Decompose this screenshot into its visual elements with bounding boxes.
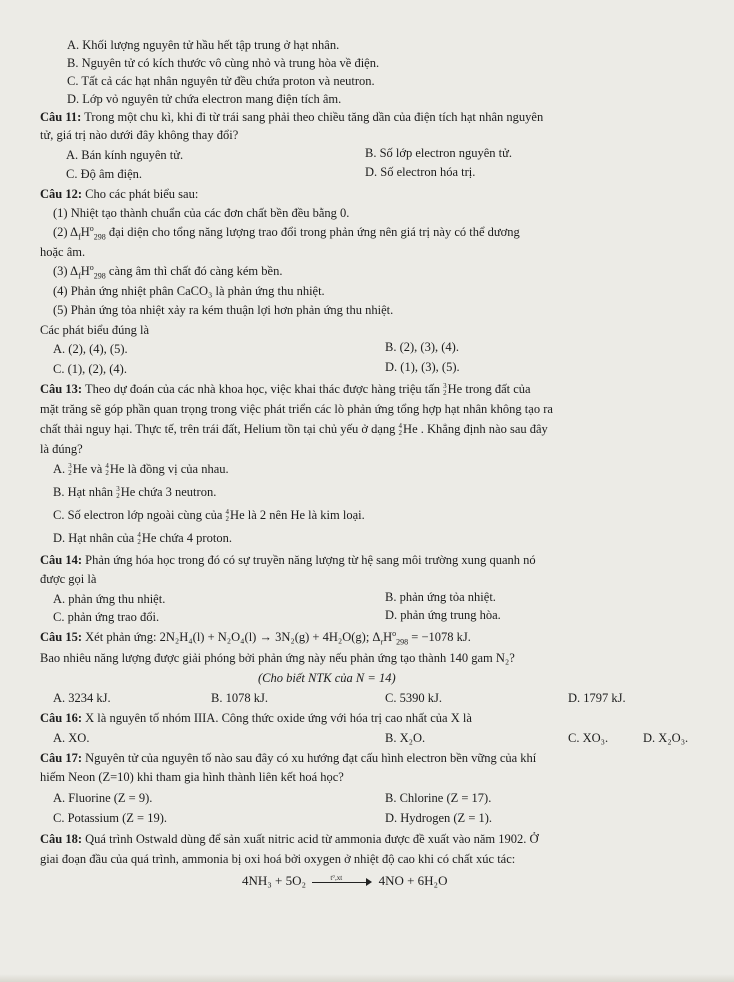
q14-line2: được gọi là <box>40 572 97 586</box>
q13-line2: mặt trăng sẽ góp phần quan trọng trong việc phát triển các lò phản ứng tổng hợp hạt nhân không tạo ra <box>40 402 553 416</box>
q17-line1: Câu 17: Nguyên tử của nguyên tố nào sau đây có xu hướng đạt cấu hình electron bền vững của khí <box>40 751 537 765</box>
he3-isotope: 3 2 <box>68 462 72 478</box>
q16-option-a: A. XO. <box>53 731 90 745</box>
q12-ask: Các phát biểu đúng là <box>40 323 149 337</box>
q15-reaction: 2N₂H₄(l) + N₂O₄(l) → 3N₂(g) + 4H₂O(g); <box>159 630 370 644</box>
q18-line2: giai đoạn đầu của quá trình, ammonia bị oxi hoá bởi oxygen ở nhiệt độ cao khi có chất xúc tác: <box>40 852 516 866</box>
q12-statement-3: (3) $\Delta_fH^o_{298}$ càng âm thì chất đó càng kém bền. <box>53 262 283 281</box>
q12-option-c: C. (1), (2), (4). <box>53 362 127 376</box>
q16-option-b: B. X₂O. <box>385 731 426 745</box>
he4-isotope: 4 2 <box>225 508 230 524</box>
q13-label: Câu 13: <box>40 382 83 396</box>
q15-label: Câu 15: <box>40 630 83 644</box>
q15-note: (Cho biết NTK của N = 14) <box>258 671 396 685</box>
q14-label: Câu 14: <box>40 553 83 567</box>
q13-line4: là đúng? <box>40 442 83 456</box>
q11-line2: tử, giá trị nào dưới đây không thay đổi? <box>40 128 239 142</box>
reaction-arrow-icon <box>312 874 372 887</box>
q10-option-d: D. Lớp vỏ nguyên tử chứa electron mang điện tích âm. <box>67 92 342 106</box>
q18-line1: Câu 18: Quá trình Ostwald dùng để sản xuất nitric acid từ ammonia được đề xuất vào năm 1902. Ở <box>40 832 539 846</box>
q18-label: Câu 18: <box>40 832 83 846</box>
q12-statement-2: (2) $\Delta_fH^o_{298}$ đại diện cho tổng năng lượng trao đổi trong phản ứng nên giá trị này có thể dương <box>53 223 520 242</box>
q18-equation <box>242 873 447 889</box>
he4-isotope: 4 2 <box>105 462 109 478</box>
q17-option-b: B. Chlorine (Z = 17). <box>385 791 492 805</box>
q18-equation-conditions: t°,xt <box>330 874 343 883</box>
q15-option-d: D. 1797 kJ. <box>568 691 626 705</box>
q11-option-b: B. Số lớp electron nguyên tử. <box>365 146 513 160</box>
q15-line1: Câu 15: Xét phản ứng: 2N₂H₄(l) + N₂O₄(l) → 3N₂(g) + 4H₂O(g); $\Delta_rH^o_{298} = -1078$ kJ. <box>40 628 471 647</box>
q14-option-c: C. phản ứng trao đổi. <box>53 610 160 624</box>
q13-option-a: A. 3 2 He và 4 2 He là đồng vị của nhau. <box>53 462 229 478</box>
q16-option-d: D. X₂O₃. <box>643 731 689 745</box>
delta-f-h-symbol: $\Delta_fH^o_{298}$ <box>70 262 106 281</box>
q12-option-a: A. (2), (4), (5). <box>53 342 128 356</box>
q12-option-d: D. (1), (3), (5). <box>385 360 460 374</box>
q13-line1: Câu 13: Theo dự đoán của các nhà khoa học, việc khai thác được hàng triệu tấn 3 2 He trong đất của <box>40 382 531 398</box>
q15-option-c: C. 5390 kJ. <box>385 691 442 705</box>
q16-label: Câu 16: <box>40 711 83 725</box>
he4-isotope: 4 2 <box>398 422 403 438</box>
q11-option-a: A. Bán kính nguyên tử. <box>66 148 184 162</box>
q10-option-a: A. Khối lượng nguyên tử hầu hết tập trung ở hạt nhân. <box>67 38 340 52</box>
q14-line1: Câu 14: Phản ứng hóa học trong đó có sự truyền năng lượng từ hệ sang môi trường xung quanh nó <box>40 553 536 567</box>
q16-line1: Câu 16: X là nguyên tố nhóm IIIA. Công thức oxide ứng với hóa trị cao nhất của X là <box>40 711 472 725</box>
q17-option-c: C. Potassium (Z = 19). <box>53 811 167 825</box>
q14-option-b: B. phản ứng tỏa nhiệt. <box>385 590 496 604</box>
q15-option-b: B. 1078 kJ. <box>211 691 268 705</box>
delta-f-h-symbol: $\Delta_fH^o_{298}$ <box>70 223 106 242</box>
q11-option-d: D. Số electron hóa trị. <box>365 165 476 179</box>
q12-statement-1: (1) Nhiệt tạo thành chuẩn của các đơn chất bền đều bằng 0. <box>53 206 350 220</box>
he3-isotope: 3 2 <box>443 382 447 398</box>
q13-option-d: D. Hạt nhân của 4 2 He chứa 4 proton. <box>53 531 232 547</box>
q13-line3: chất thải nguy hại. Thực tế, trên trái đất, Helium tồn tại chủ yếu ở dạng 4 2 He . Khẳng định nào sau đây <box>40 422 548 438</box>
q16-option-c: C. XO₃. <box>568 731 609 745</box>
q18-equation-reactants: 4NH₃ + 5O₂ <box>242 873 307 888</box>
he3-isotope: 3 2 <box>116 485 120 501</box>
q12-statement-5: (5) Phản ứng tỏa nhiệt xảy ra kém thuận lợi hơn phản ứng thu nhiệt. <box>53 303 394 317</box>
q11-line1: Câu 11: Trong một chu kì, khi đi từ trái sang phải theo chiều tăng dần của điện tích hạt nhân nguyên <box>40 110 544 124</box>
q12-statement-4: (4) Phản ứng nhiệt phân CaCO₃ là phản ứng thu nhiệt. <box>53 284 325 298</box>
q17-label: Câu 17: <box>40 751 83 765</box>
q15-option-a: A. 3234 kJ. <box>53 691 111 705</box>
q15-line2: Bao nhiêu năng lượng được giải phóng bởi phản ứng này nếu phản ứng tạo thành 140 gam N₂? <box>40 651 515 665</box>
q10-option-b: B. Nguyên tử có kích thước vô cùng nhỏ và trung hòa về điện. <box>67 56 380 70</box>
q17-line2: hiếm Neon (Z=10) khi tham gia hình thành liên kết hoá học? <box>40 770 344 784</box>
q13-option-b: B. Hạt nhân 3 2 He chứa 3 neutron. <box>53 485 217 501</box>
q12-statement-2-cont: hoặc âm. <box>40 245 86 259</box>
q14-option-d: D. phản ứng trung hòa. <box>385 608 501 622</box>
q11-label: Câu 11: <box>40 110 82 124</box>
q18-equation-products: 4NO + 6H₂O <box>378 873 448 888</box>
q10-option-c: C. Tất cả các hạt nhân nguyên tử đều chứa proton và neutron. <box>67 74 375 88</box>
q17-option-d: D. Hydrogen (Z = 1). <box>385 811 493 825</box>
q14-option-a: A. phản ứng thu nhiệt. <box>53 592 166 606</box>
q17-option-a: A. Fluorine (Z = 9). <box>53 791 153 805</box>
q13-option-c: C. Số electron lớp ngoài cùng của 4 2 He là 2 nên He là kim loại. <box>53 508 365 524</box>
q11-option-c: C. Độ âm điện. <box>66 167 143 181</box>
delta-r-h-symbol: $\Delta_rH^o_{298}$ <box>372 628 409 647</box>
q12-option-b: B. (2), (3), (4). <box>385 340 459 354</box>
he4-isotope: 4 2 <box>137 531 141 547</box>
q12-intro-line: Câu 12: Cho các phát biểu sau: <box>40 187 199 201</box>
q12-label: Câu 12: <box>40 187 83 201</box>
page-cut-edge <box>0 974 734 982</box>
q15-enthalpy: = −1078 kJ. <box>411 630 471 644</box>
